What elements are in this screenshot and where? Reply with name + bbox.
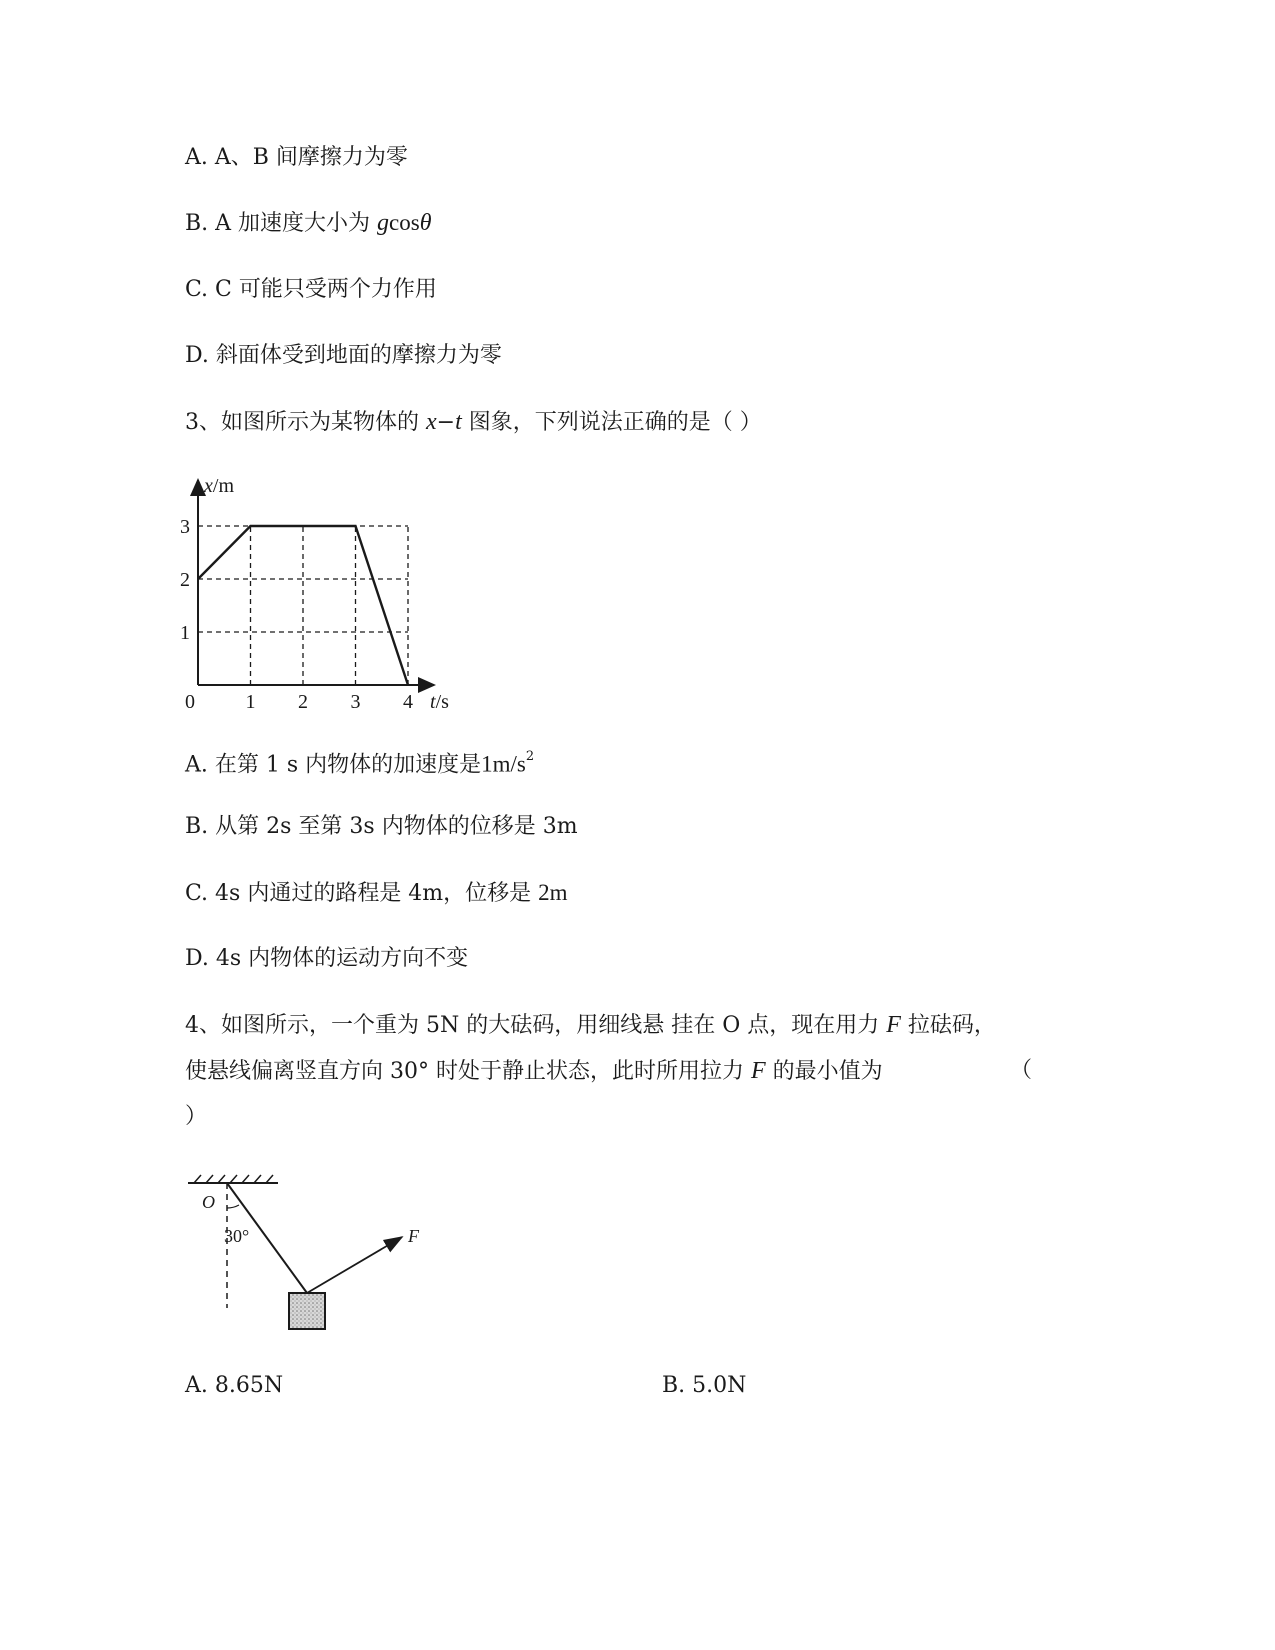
q3-option-b: B. 从第 2s 至第 3s 内物体的位移是 3m bbox=[185, 814, 578, 839]
point-O-label: O bbox=[202, 1192, 215, 1212]
q3-stem bbox=[185, 407, 762, 438]
q4-stem-line-2-F: F bbox=[750, 1058, 766, 1084]
angle-label: 30° bbox=[224, 1226, 250, 1246]
y-tick-label: 3 bbox=[180, 516, 190, 538]
q4-stem-line-2-before: 使悬线偏离竖直方向 30° 时处于静止状态，此时所用拉力 bbox=[185, 1059, 751, 1084]
q4-option-a: A. 8.65N bbox=[185, 1373, 284, 1398]
q4-stem-line-1-before: 4、如图所示，一个重为 5N 的大砝码，用细线悬 挂在 O 点，现在用力 bbox=[185, 1013, 887, 1038]
q2-option-a: A. A、B 间摩擦力为零 bbox=[185, 145, 408, 170]
force-F-arrow bbox=[307, 1237, 402, 1293]
q2-option-b-text: B. A 加速度大小为 bbox=[185, 211, 378, 236]
force-F-label: F bbox=[408, 1226, 419, 1246]
q3-option-c bbox=[185, 878, 568, 909]
q4-stem-line-1-F: F bbox=[886, 1012, 901, 1038]
q3-stem-x: x bbox=[426, 409, 437, 435]
x-tick-label: 0 bbox=[185, 691, 195, 713]
q2-option-b-g: g bbox=[377, 210, 390, 236]
y-axis-var: x bbox=[204, 475, 213, 497]
q3-option-c-text: C. 4s 内通过的路程是 4m，位移是 bbox=[185, 881, 539, 906]
ceiling-hatching bbox=[194, 1175, 273, 1183]
q2-option-b bbox=[185, 208, 432, 239]
y-tick-label: 2 bbox=[180, 569, 190, 591]
y-axis-label bbox=[203, 475, 234, 497]
q3-option-c-value: 2m bbox=[538, 880, 568, 905]
x-tick-label: 2 bbox=[298, 691, 308, 713]
q4-stem-line-2 bbox=[185, 1056, 883, 1087]
q3-option-d: D. 4s 内物体的运动方向不变 bbox=[185, 946, 469, 971]
x-axis-label bbox=[430, 691, 449, 713]
q2-option-b-cos: cos bbox=[389, 210, 420, 235]
q3-option-a-exponent: 2 bbox=[525, 749, 535, 764]
q3-option-a-value: 1m/s bbox=[481, 751, 526, 777]
angle-arc bbox=[227, 1205, 239, 1208]
x-tick-label: 3 bbox=[350, 691, 361, 713]
x-axis-var: t bbox=[430, 691, 436, 713]
q3-option-a-text: A. 在第 1 s 内物体的加速度是 bbox=[185, 752, 482, 778]
q4-figure bbox=[180, 1170, 450, 1345]
q4-close-paren: ） bbox=[185, 1104, 208, 1129]
q3-stem-t: t bbox=[455, 409, 462, 435]
q4-option-b: B. 5.0N bbox=[662, 1373, 747, 1398]
q2-option-d: D. 斜面体受到地面的摩擦力为零 bbox=[185, 343, 502, 368]
x-tick-label: 4 bbox=[403, 691, 413, 713]
q2-option-b-theta: θ bbox=[419, 210, 432, 236]
y-axis-unit: /m bbox=[212, 475, 235, 497]
q3-option-a bbox=[185, 745, 534, 780]
q3-stem-before: 3、如图所示为某物体的 bbox=[185, 410, 426, 435]
q4-stem-line-2-after: 的最小值为 bbox=[765, 1059, 883, 1084]
q3-stem-minus: − bbox=[436, 410, 456, 435]
q3-stem-after: 图象，下列说法正确的是（ ） bbox=[461, 410, 762, 435]
weight-block bbox=[289, 1293, 325, 1329]
xt-chart bbox=[176, 470, 476, 720]
q4-open-paren: （ bbox=[1010, 1058, 1033, 1083]
q2-option-c: C. C 可能只受两个力作用 bbox=[185, 277, 437, 302]
x-axis-unit: /s bbox=[435, 691, 449, 713]
q4-stem-line-1-after: 拉砝码， bbox=[900, 1013, 996, 1038]
q4-stem-line-1 bbox=[185, 1010, 996, 1041]
x-tick-label: 1 bbox=[245, 691, 256, 713]
y-tick-label: 1 bbox=[180, 622, 190, 644]
